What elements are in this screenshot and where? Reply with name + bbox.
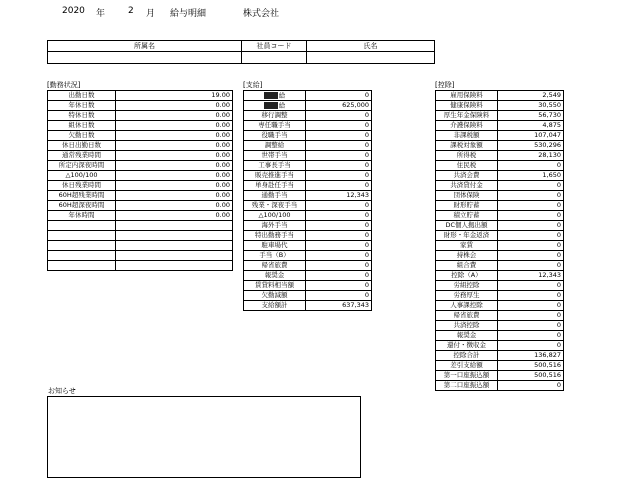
deduction-row-value: 0 [498,211,564,221]
deduction-row-label [436,161,498,171]
attendance-row [48,111,233,121]
deduction-row-value: 0 [498,311,564,321]
deduction-row-label [436,301,498,311]
deduction-row [436,341,564,351]
attendance-row-label-text: 出勤日数 [68,91,95,100]
deduction-row-label [436,321,498,331]
deduction-row-label [436,151,498,161]
deduction-row-label [436,281,498,291]
attendance-row-label [48,211,116,221]
attendance-row-label [48,161,116,171]
payment-row [244,101,372,111]
payment-row-value: 0 [306,261,372,271]
attendance-row-label [48,151,116,161]
deduction-row-label [436,201,498,211]
deduction-row-value: 28,130 [498,151,564,161]
header-month: 2 [128,6,134,16]
deduction-row [436,91,564,101]
deduction-row [436,121,564,131]
deduction-row-label [436,371,498,381]
attendance-row [48,221,233,231]
deduction-row-value: 12,343 [498,271,564,281]
deduction-row [436,351,564,361]
deduction-row-value: 0 [498,221,564,231]
deduction-row-label-text: 厚生年金保険料 [443,111,490,120]
attendance-row-label [48,221,116,231]
payment-row-label [244,251,306,261]
deduction-row-label-text: 家賃 [460,241,473,250]
attendance-row-value [116,231,233,241]
deduction-row-label [436,141,498,151]
attendance-row-value [116,221,233,231]
deduction-row-label-text: 雇用保険料 [450,91,483,100]
attendance-row-value: 0.00 [116,101,233,111]
payment-row-label [244,101,306,111]
attendance-row-label-text: 特休日数 [68,111,95,120]
attendance-row-label-text: 60H超残業時間 [58,191,105,200]
deduction-row-value: 0 [498,201,564,211]
deduction-row-value: 2,549 [498,91,564,101]
header-month-unit: 月 [146,9,156,19]
notice-title: お知らせ [48,387,76,395]
attendance-row-value: 0.00 [116,161,233,171]
deduction-row-value: 0 [498,331,564,341]
deduction-row-value: 0 [498,261,564,271]
deduction-row [436,181,564,191]
payment-row-value: 0 [306,221,372,231]
deduction-row-label-text: 組合費 [456,261,477,270]
deduction-row [436,261,564,271]
attendance-row-label [48,261,116,271]
attendance-row-value: 0.00 [116,201,233,211]
payment-row-value: 0 [306,131,372,141]
attendance-row [48,201,233,211]
payment-row-label [244,171,306,181]
attendance-row [48,251,233,261]
deduction-row-label [436,121,498,131]
payment-row [244,141,372,151]
attendance-row [48,91,233,101]
payment-table [243,90,372,311]
deduction-row-label-text: 財形・年金返済 [443,231,490,240]
payment-row-label [244,281,306,291]
payment-row-value: 0 [306,241,372,251]
attendance-row-value: 0.00 [116,131,233,141]
payment-row [244,91,372,101]
payment-row-value: 0 [306,211,372,221]
attendance-row-value: 0.00 [116,121,233,131]
payment-row [244,251,372,261]
payment-row-label [244,241,306,251]
deduction-row-label-text: 非課税額 [453,131,480,140]
deduction-row-label-text: 労組控除 [453,281,480,290]
payment-row [244,271,372,281]
deduction-row-label-text: 共済控除 [453,321,480,330]
attendance-row-label [48,231,116,241]
deduction-row-label-text: 健康保険料 [450,101,483,110]
attendance-row-value [116,251,233,261]
header-year-unit: 年 [96,9,106,19]
payment-row [244,181,372,191]
deduction-row [436,101,564,111]
deduction-row-label-text: 課税対象額 [450,141,483,150]
deduction-row-label-text: DC個人拠出額 [445,221,488,230]
employee-code-value [241,51,307,64]
deduction-row [436,251,564,261]
deduction-row-label-text: 第二口座振込額 [443,381,490,390]
attendance-row-value: 0.00 [116,111,233,121]
payment-row [244,281,372,291]
deduction-row-value: 4,875 [498,121,564,131]
deduction-row-label [436,211,498,221]
payment-row [244,131,372,141]
deduction-row-label-text: 人事課控除 [450,301,483,310]
header-year: 2020 [62,6,85,16]
dept-label: 所属名 [47,40,242,52]
deduction-row-label-text: 共済会費 [453,171,480,180]
payment-row-label-text: 海外手当 [261,221,288,230]
attendance-row-label-text: △100/100 [65,171,98,180]
deduction-row [436,301,564,311]
payment-row-label [244,131,306,141]
deduction-row-value: 500,516 [498,361,564,371]
deduction-row-label [436,221,498,231]
deduction-row [436,151,564,161]
deduction-row-label [436,91,498,101]
payment-row-value: 0 [306,231,372,241]
attendance-row-label [48,141,116,151]
deduction-row-value: 0 [498,321,564,331]
payment-row-label-text: 単身赴任手当 [255,181,294,190]
deduction-row-label-text: 還付・徴収金 [447,341,486,350]
payment-row-value: 0 [306,121,372,131]
deduction-row-label-text: 共済貸付金 [450,181,483,190]
deduction-row-label [436,311,498,321]
payment-row-label-text: 役職手当 [261,131,288,140]
payment-row [244,231,372,241]
payment-row [244,111,372,121]
deduction-row-label-text: 所得税 [456,151,477,160]
payment-row-value: 637,343 [306,301,372,311]
deduction-row-label-text: 労務厚生 [453,291,480,300]
deduction-row [436,291,564,301]
payment-row-label-text: 欠勤減額 [261,291,288,300]
deduction-row-label [436,171,498,181]
payment-row-label-text: 給 [278,101,286,110]
deduction-row-label [436,251,498,261]
attendance-row-label-text: 組休日数 [68,121,95,130]
deduction-row-label-text: 介護保険料 [450,121,483,130]
attendance-row [48,181,233,191]
payment-row-value: 0 [306,291,372,301]
attendance-row [48,131,233,141]
payment-row-label [244,271,306,281]
payment-row-value: 0 [306,271,372,281]
deduction-row-label [436,231,498,241]
deduction-row-label-text: 財形貯蓄 [453,201,480,210]
payment-row-label [244,221,306,231]
payment-row-label-text: 特出勤務手当 [255,231,294,240]
document-title: 給与明細 [170,9,207,19]
payment-row [244,171,372,181]
payment-row-label [244,201,306,211]
payment-row-value: 625,000 [306,101,372,111]
payment-row-label-text: △100/100 [258,211,291,220]
payment-row-value: 0 [306,151,372,161]
deduction-row-value: 0 [498,291,564,301]
deduction-row-label-text: 第一口座振込額 [443,371,490,380]
deduction-row-label [436,341,498,351]
deduction-row-label [436,271,498,281]
payment-row-label [244,161,306,171]
deduction-row-value: 0 [498,231,564,241]
payment-row-label-text: 駐車場代 [261,241,288,250]
deduction-row-label [436,111,498,121]
attendance-row-value: 0.00 [116,211,233,221]
deduction-row [436,211,564,221]
attendance-row-value [116,241,233,251]
payment-row-label [244,301,306,311]
deduction-row-value: 0 [498,251,564,261]
redaction-block [264,92,278,99]
payment-row-value: 0 [306,111,372,121]
payment-row [244,211,372,221]
payment-row-label-text: 残業・深夜手当 [251,201,298,210]
payment-row-label [244,211,306,221]
attendance-row-value: 0.00 [116,191,233,201]
payment-row-value: 0 [306,141,372,151]
attendance-row-label [48,191,116,201]
deduction-row-value: 0 [498,341,564,351]
attendance-row [48,211,233,221]
attendance-row-label [48,131,116,141]
attendance-row [48,261,233,271]
deduction-row [436,241,564,251]
deduction-row [436,141,564,151]
deduction-row [436,171,564,181]
attendance-row [48,191,233,201]
attendance-row-label-text: 所定内深夜時間 [58,161,105,170]
deduction-row-label-text: 積立貯蓄 [453,211,480,220]
deduction-row-label [436,361,498,371]
attendance-row [48,141,233,151]
attendance-row-label-text: 休日残業時間 [62,181,101,190]
payment-row [244,161,372,171]
deduction-row-label [436,351,498,361]
deduction-row-label-text: 控除（A） [451,271,482,280]
payment-row-value: 0 [306,161,372,171]
payment-row-label-text: 工事長手当 [258,161,291,170]
attendance-row-label [48,181,116,191]
payment-row-label [244,181,306,191]
attendance-row [48,121,233,131]
deduction-row-value: 530,296 [498,141,564,151]
deduction-row-value: 500,516 [498,371,564,381]
attendance-row [48,231,233,241]
deduction-row [436,361,564,371]
attendance-row [48,241,233,251]
attendance-row-label [48,251,116,261]
deduction-row-label-text: 差引支給額 [450,361,483,370]
deduction-row-value: 0 [498,281,564,291]
payment-row-label-text: 通勤手当 [261,191,288,200]
deduction-row-value: 0 [498,161,564,171]
deduction-row [436,131,564,141]
payment-row-label-text: 移行調整 [261,111,288,120]
deduction-row-value: 0 [498,241,564,251]
deduction-row [436,161,564,171]
payment-row-label-text: 支給額計 [261,301,288,310]
deduction-row-label [436,181,498,191]
payment-row-label-text: 給 [278,91,286,100]
deduction-title: [控除] [435,81,455,89]
attendance-row-label-text: 欠勤日数 [68,131,95,140]
attendance-row-label-text: 休日出勤日数 [62,141,101,150]
deduction-row-value: 0 [498,191,564,201]
attendance-row-label-text: 年休日数 [68,101,95,110]
deduction-row [436,281,564,291]
payment-row-label [244,111,306,121]
employee-code-label: 社員コード [241,40,307,52]
payment-row-value: 0 [306,251,372,261]
payment-row-label [244,261,306,271]
attendance-row-label [48,201,116,211]
payment-row [244,291,372,301]
deduction-row-label [436,131,498,141]
payment-row-label-text: 手当（B） [259,251,290,260]
name-label: 氏名 [306,40,435,52]
deduction-row [436,321,564,331]
deduction-row-value: 107,047 [498,131,564,141]
attendance-table [47,90,233,271]
payment-row [244,191,372,201]
deduction-row [436,371,564,381]
deduction-row [436,381,564,391]
payment-row-label-text: 専任職手当 [258,121,291,130]
attendance-row-label [48,121,116,131]
deduction-row-label [436,291,498,301]
deduction-row-label [436,101,498,111]
attendance-row-label [48,171,116,181]
payment-row-label [244,291,306,301]
payment-row-label [244,231,306,241]
attendance-row-label [48,91,116,101]
payment-row-label-text: 世帯手当 [261,151,288,160]
deduction-row-label-text: 控除合計 [453,351,480,360]
payment-row-label-text: 帰省旅費 [261,261,288,270]
attendance-row-value: 0.00 [116,151,233,161]
payment-row [244,221,372,231]
attendance-row-value [116,261,233,271]
payment-row [244,121,372,131]
attendance-row-value: 0.00 [116,181,233,191]
attendance-row-label-text: 年休時間 [68,211,95,220]
payment-row-value: 0 [306,201,372,211]
deduction-row [436,201,564,211]
attendance-row-value: 19.00 [116,91,233,101]
deduction-row-label [436,191,498,201]
company-name: 株式会社 [243,9,280,19]
notice-box [47,396,361,478]
payment-row [244,151,372,161]
payment-row-label-text: 報奨金 [264,271,285,280]
payment-row-label [244,191,306,201]
deduction-row-label [436,241,498,251]
deduction-row-label-text: 持株会 [456,251,477,260]
payment-row-label [244,121,306,131]
payment-row [244,261,372,271]
deduction-row-value: 0 [498,301,564,311]
payment-row-label-text: 賃貸料相当額 [255,281,294,290]
payment-title: [支給] [243,81,263,89]
deduction-row [436,231,564,241]
payment-row-value: 0 [306,171,372,181]
payment-row-label [244,91,306,101]
deduction-row-value: 136,827 [498,351,564,361]
payment-row-value: 0 [306,181,372,191]
deduction-row [436,221,564,231]
payment-row [244,241,372,251]
attendance-row-label [48,111,116,121]
attendance-row-label-text: 通常残業時間 [62,151,101,160]
deduction-row-value: 56,730 [498,111,564,121]
payment-row [244,201,372,211]
attendance-row [48,171,233,181]
payment-row-label-text: 調整給 [264,141,285,150]
deduction-row-label [436,381,498,391]
deduction-row-value: 0 [498,181,564,191]
payment-row-label [244,151,306,161]
payment-row [244,301,372,311]
dept-value [47,51,242,64]
deduction-row [436,311,564,321]
payment-row-value: 0 [306,91,372,101]
deduction-row [436,191,564,201]
attendance-row-value: 0.00 [116,141,233,151]
attendance-row-value: 0.00 [116,171,233,181]
attendance-row-label-text: 60H超深夜時間 [58,201,105,210]
deduction-row-value: 0 [498,381,564,391]
attendance-row-label [48,101,116,111]
deduction-row [436,111,564,121]
attendance-row [48,151,233,161]
payment-row-value: 12,343 [306,191,372,201]
deduction-row-value: 1,650 [498,171,564,181]
attendance-row [48,161,233,171]
deduction-row [436,271,564,281]
deduction-row-label [436,331,498,341]
deduction-row [436,331,564,341]
deduction-row-label [436,261,498,271]
deduction-row-label-text: 報奨金 [456,331,477,340]
payment-row-value: 0 [306,281,372,291]
deduction-row-label-text: 住民税 [456,161,477,170]
payment-row-label [244,141,306,151]
attendance-row [48,101,233,111]
deduction-row-label-text: 帰省旅費 [453,311,480,320]
deduction-table [435,90,564,391]
payment-row-label-text: 販売推進手当 [255,171,294,180]
name-value [306,51,435,64]
attendance-row-label [48,241,116,251]
deduction-row-value: 30,550 [498,101,564,111]
redaction-block [264,102,278,109]
deduction-row-label-text: 団体保険 [453,191,480,200]
attendance-title: [勤務状況] [47,81,81,89]
